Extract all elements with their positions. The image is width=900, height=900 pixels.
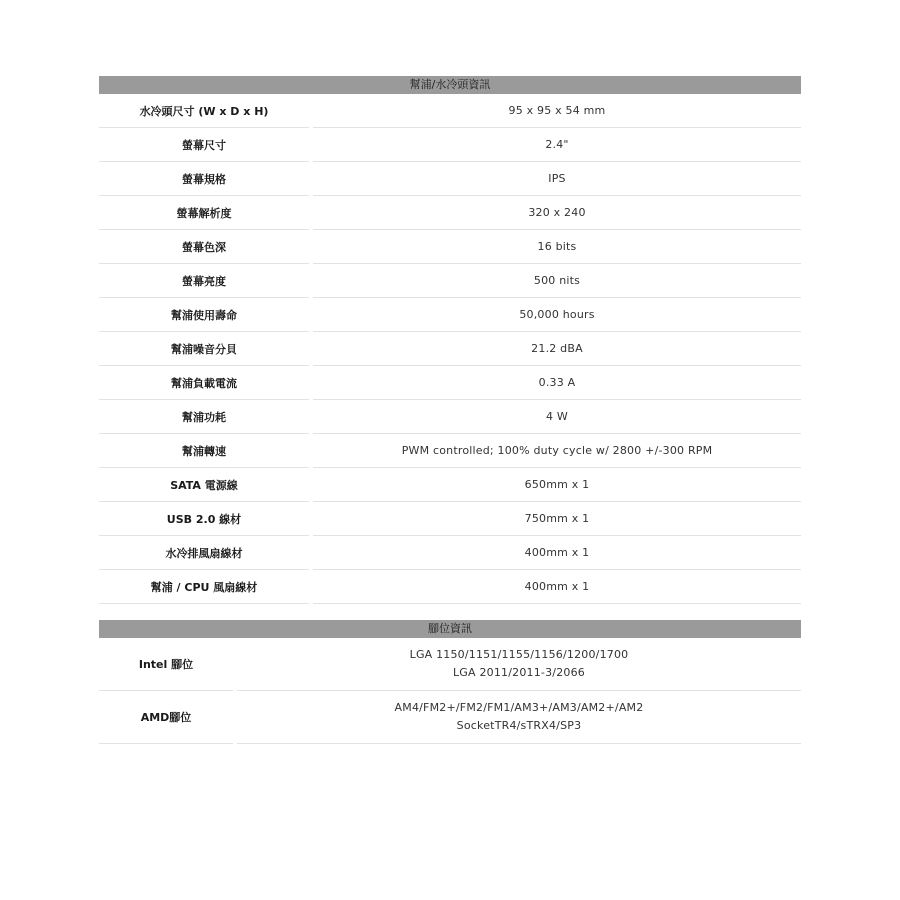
spec-value — [237, 638, 801, 691]
spec-value: IPS — [313, 162, 801, 196]
spec-label: 螢幕尺寸 — [99, 128, 309, 162]
spec-value: 21.2 dBA — [313, 332, 801, 366]
spec-row-intel-socket — [99, 638, 801, 691]
spec-label: 幫浦負載電流 — [99, 366, 309, 400]
spec-label: AMD腳位 — [99, 691, 233, 744]
spec-value: 2.4" — [313, 128, 801, 162]
spec-label: Intel 腳位 — [99, 638, 233, 691]
spec-value: 16 bits — [313, 230, 801, 264]
spec-value: 0.33 A — [313, 366, 801, 400]
spec-value-line: LGA 1150/1151/1155/1156/1200/1700 — [409, 648, 629, 661]
spec-value: 500 nits — [313, 264, 801, 298]
spec-value-line: SocketTR4/sTRX4/SP3 — [456, 719, 582, 732]
spec-label: 螢幕解析度 — [99, 196, 309, 230]
spec-label: 幫浦 / CPU 風扇線材 — [99, 570, 309, 604]
spec-label: 幫浦轉速 — [99, 434, 309, 468]
socket-spec-table — [99, 620, 801, 744]
spec-row-brightness — [99, 264, 801, 298]
socket-section-title: 腳位資訊 — [99, 620, 801, 638]
spec-value: 750mm x 1 — [313, 502, 801, 536]
spec-label: 螢幕色深 — [99, 230, 309, 264]
spec-label: USB 2.0 線材 — [99, 502, 309, 536]
spec-row-pump-cpu-fan-cable — [99, 570, 801, 604]
spec-row-color-depth — [99, 230, 801, 264]
spec-row-screen-size — [99, 128, 801, 162]
spec-row-amd-socket — [99, 691, 801, 744]
spec-value: 320 x 240 — [313, 196, 801, 230]
spec-row-pump-speed — [99, 434, 801, 468]
spec-value-line: AM4/FM2+/FM2/FM1/AM3+/AM3/AM2+/AM2 — [394, 701, 644, 714]
spec-label: 水冷排風扇線材 — [99, 536, 309, 570]
spec-label: 幫浦噪音分貝 — [99, 332, 309, 366]
spec-row-radiator-fan-cable — [99, 536, 801, 570]
spec-row-usb-cable — [99, 502, 801, 536]
spec-value: 400mm x 1 — [313, 536, 801, 570]
spec-value: 650mm x 1 — [313, 468, 801, 502]
pump-section-title: 幫浦/水冷頭資訊 — [99, 76, 801, 94]
spec-row-screen-type — [99, 162, 801, 196]
spec-value: 50,000 hours — [313, 298, 801, 332]
spec-value: PWM controlled; 100% duty cycle w/ 2800 +/-300 RPM — [313, 434, 801, 468]
spec-row-block-size — [99, 94, 801, 128]
spec-row-pump-noise — [99, 332, 801, 366]
spec-label: 幫浦功耗 — [99, 400, 309, 434]
pump-spec-table — [99, 76, 801, 604]
spec-label: 水冷頭尺寸 (W x D x H) — [99, 94, 309, 128]
spec-row-pump-current — [99, 366, 801, 400]
spec-label: 幫浦使用壽命 — [99, 298, 309, 332]
spec-row-pump-power — [99, 400, 801, 434]
spec-value: 95 x 95 x 54 mm — [313, 94, 801, 128]
spec-label: 螢幕亮度 — [99, 264, 309, 298]
spec-value: 400mm x 1 — [313, 570, 801, 604]
spec-value — [237, 691, 801, 744]
spec-value-line: LGA 2011/2011-3/2066 — [452, 666, 586, 679]
spec-row-sata-cable — [99, 468, 801, 502]
spec-value: 4 W — [313, 400, 801, 434]
spec-label: 螢幕規格 — [99, 162, 309, 196]
spec-label: SATA 電源線 — [99, 468, 309, 502]
spec-row-screen-resolution — [99, 196, 801, 230]
spec-row-pump-lifespan — [99, 298, 801, 332]
